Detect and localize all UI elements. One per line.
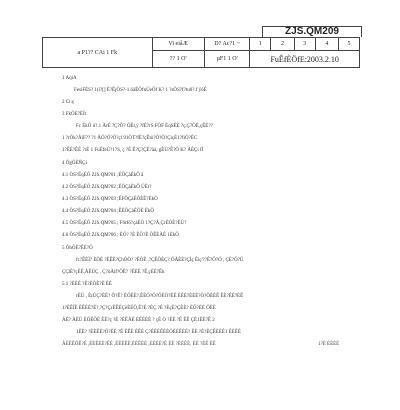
section-heading: 5 ÖhÖÈ?ÊÈ?Ö [62,246,93,251]
document-code: ZJS.QM209 [262,26,362,37]
header-cell-upper-b: D? Ac?1 ~ [204,38,250,51]
version-cell-2: 2 [271,38,294,51]
reference-item: 4.2 ÖS?ÉqÉÖ ZJS.QM?02 ;ÉÖÇàÈkÔ ÜÈt? [62,185,152,190]
body-text-line: Fc ÉkÖ ú?.1 ÃrÉ ?Ç?Ò? ÖÊt,ÿ ?fÉ?rS FÖF ÉqSÉÈ ?ç,Ç?ÖÈ,çÊÈ?? [76,124,213,129]
body-text-line: 1?ÊÈ?ÊÈ ?rÉ 1 FuÉfeÙ?1?S, ç ?Ë Ê?Ç?ÇÈ?àä, gÈÙ?Ê?Ö K? ÃÈÇi fÌ [62,148,204,153]
version-cell-1: 1 [250,38,271,51]
version-cell-4: 4 [315,38,338,51]
reference-item: 4.6 ÖS?ÉqÉÖ ZJS.QM?06 ; ÈÖ? ?È ÈÖ?È ÖÊÈÃÈ 1ÈkÖ [62,233,179,238]
body-text-line: rÈÜ , ÈrÙÇ?ÈÈ? Ö?Ê? ÈÖÈÈ?,ÊÈÖ?Ö?ÖÈÖ?ÈÉ ÈÈÈ?ÈÈÈ?Ö?ÖÈÈÊ ÊÈ?ÊÈ?ÈÊ [76,294,244,299]
section-heading: 4 ÕgÖÈÑÇi [62,161,87,166]
document-date: FuÊfÈÖfE:2003.2.10 [250,51,360,68]
header-cell-lower-a: ?? 1 O' [152,51,204,68]
section-heading: 2 Ci:ç [62,100,75,105]
footer-text: ÃÈÊÊÖÊ?É ,ÈÈÊÉÈ?ÊÈ ,ÈÈÈÊÈ,ÈÈÊÈÈ ,ÈÈÉÈ?Ê ÈÈ ?ÈÈÊÈ, ÈÈ ?ÈÊ ÈÊ [62,342,216,347]
version-cell-3: 3 [294,38,315,51]
body-text-line: 1 ?rÖk?ÃiF?? ?1 ÃÖ?Ö?Ö?çl 91ÖT?fË?çÊtò?Ö?Ö?ÇiçÈ1?fiÖ?ÈC [62,136,198,141]
section-heading: 3 FkÖE?ÈÏt [62,112,87,117]
header-cell-lower-b: µF1 1 O' [204,51,250,68]
document-title: a P1?? CAi 1 Fk [43,38,153,68]
body-text-line: fc?ÊÈÏ? ÈÖÉ ?ÉÊÈ?ÇhÖÖ? ?ÈÖÈ ,?ÇÊÖÈÇ? ÖÃÈÈ?ÇÌç Êiç'??Ê?Ö?Ó , ÇÈ?Ö?Ü [76,258,244,263]
body-text-line: ÁÈ? ÃÈÜ ÈÖÉÖÉ ÈÈ?ç ?È ?ÈÊÃÈ ÈÊÈÈÈ ? çÈ Ö ?ÈÈ ?Ê ÊÊ ÇÈ1ÊÈ?Ê 2 [62,318,215,323]
reference-item: 4.3 ÖS?ÉqÉÖ ZJS.QM?03 ;ÉFÖÇàÈÖÈÊ?ÉkÖ [62,197,158,202]
body-text-line: FesiFÈS? 1(i?[] É?ÊjÖS?-1 ôäÉÖfnÜeÖf K? 1 ?sÖS?f?tu0?.f ÿôÉ [74,88,207,93]
reference-item: 4.1 ÖS?ÉqÉÖ ZJS.QM?01 ;ÉÖÇàÈkÔ ã [62,173,144,178]
section-heading: 5.1 ?ÈÈÈ ?È?ÈÖÈ?È ÈÈ [62,282,112,287]
page-number: 1?È ÈÈÈÈ [318,342,340,347]
reference-item: 4.5 ÖS?ÉqÉÖ ZJS.QM?05 ; Fôrfö?çàÉÖ 1?Ç?Ã,ÇrÈÖÈ?ÈÜ? [62,221,187,226]
body-text-line: ÇÇlÈ?çÈÈ,ÃÈÜÇ , Ç?ôÃlf?ÖÈ? ?ÊÈÈ ?Ê,çÈÈ?Êk [62,270,165,275]
body-text-line: 1?ÈÊÏÈ ÈÊÈÈ?É?,?Ç?ÇrÈÊÈÇèÈÉÖ,Ê?É ?ÈÇ ?È ?ÈçÈ?ÇÈÈ? ÈÖ?ÈÈ ÖÈÈ [62,306,216,311]
reference-item: 4.4 ÖS?ÉqÉÖ ZJS.QM?04 ;ÊÈÖÇàÈÖÈ ÊkÖ [62,209,154,214]
version-cell-5: 5 [339,38,360,51]
header-cell-upper-a: Vi eiåÆ [152,38,204,51]
body-text-line: 1ÈÈ? ?ÈÈÊÈ?Ö?ÈÈ ?Ê ÈÊÈ ÈÊÈ Ç?ÈÈÉÊÈÈÖÈÈÊÈÈ? ÈÈ ?È?ÈÇÊÈÈÊ1 ÈÈÊÈ [76,330,241,335]
section-heading: 1 AqiA [62,76,77,81]
header-table [42,37,360,68]
